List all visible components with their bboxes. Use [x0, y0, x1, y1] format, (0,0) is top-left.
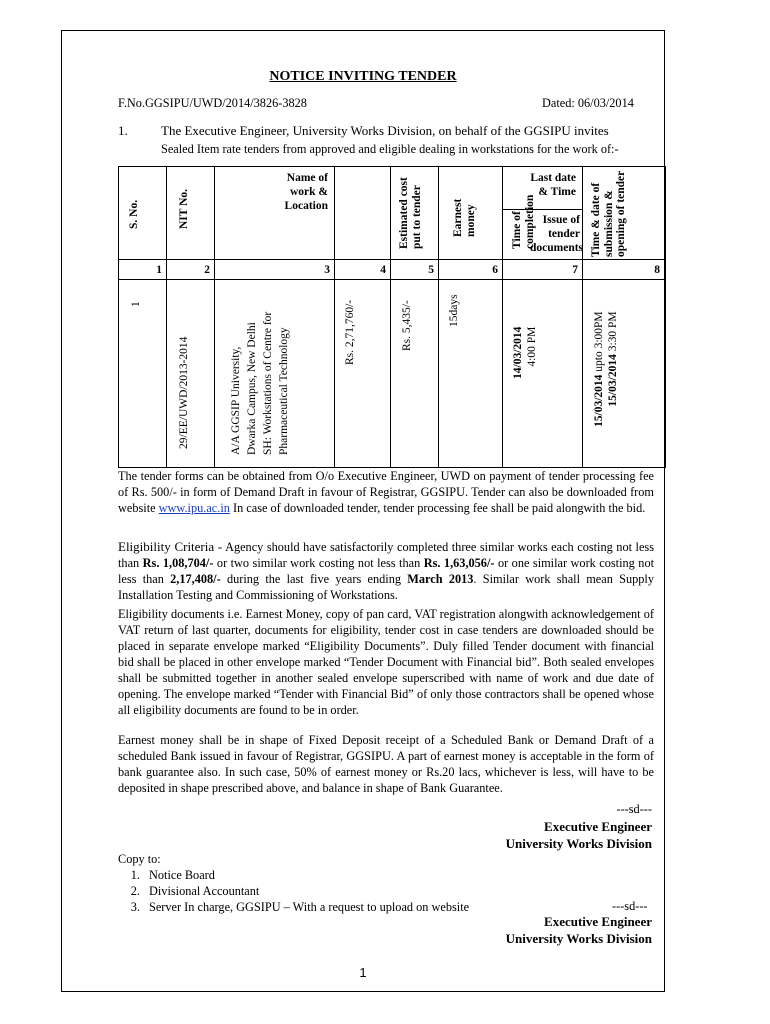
header-last-date: Last date & Time: [530, 172, 576, 198]
row-time-of-completion: 15days: [448, 294, 460, 327]
col-number: 3: [324, 264, 330, 276]
document-page: [61, 30, 665, 992]
copy-to-item: 3. Server In charge, GGSIPU – With a request to upload on website: [143, 899, 469, 915]
col-number: 7: [572, 264, 578, 276]
copy-to-sd: ---sd---: [612, 899, 648, 913]
signature-division: University Works Division: [505, 931, 652, 946]
col-number: 4: [380, 264, 386, 276]
intro-line-2: Sealed Item rate tenders from approved and eligible dealing in workstations for the work of:-: [161, 142, 619, 156]
col-number: 5: [428, 264, 434, 276]
col-number: 2: [204, 264, 210, 276]
col-number: 6: [492, 264, 498, 276]
file-number: F.No.GGSIPU/UWD/2014/3826-3828: [118, 96, 307, 110]
notice-date: Dated: 06/03/2014: [542, 96, 634, 110]
eligibility-heading: Eligibility Criteria -: [118, 539, 223, 554]
copy-to-block: [118, 851, 469, 915]
row-last-date: 14/03/2014 4:00 PM: [512, 326, 538, 379]
row-nit-number: 29/EE/UWD/2013-2014: [178, 336, 190, 449]
copy-to-item: 2. Divisional Accountant: [143, 883, 469, 899]
paragraph-tender-forms: The tender forms can be obtained from O/o Executive Engineer, UWD on payment of tender processing fee of Rs. 500/- in form of Demand Draft in favour of Registrar, GGSIPU. Tender can also be downloaded from website www.ipu.ac.in In case of downloaded tender, tender processing fee shall be paid alongwith the bid.: [118, 469, 654, 515]
point-number: 1.: [118, 123, 128, 138]
copy-to-item: 1. Notice Board: [143, 867, 469, 883]
header-estimated-cost: Estimated cost put to tender: [398, 177, 423, 249]
header-earnest-money: Earnest money: [452, 198, 477, 237]
row-submission-date: 15/03/2014 upto 3:00PM 15/03/2014 3:30 PM: [593, 311, 619, 427]
header-time-of-completion: Time of completion: [511, 194, 536, 249]
row-name-of-work: A/A GGSIP University, Dwarka Campus, New Delhi SH: Workstations of Centre for Pharmaceutical Technology: [230, 311, 290, 455]
header-name-of-work: Name of work & Location: [284, 172, 328, 212]
signature-block-2: [506, 913, 652, 947]
signature-block: [506, 801, 652, 852]
header-nit: NIT No.: [178, 188, 190, 229]
header-issue-documents: Issue of tender documents: [530, 214, 584, 254]
header-sno: S. No.: [128, 199, 140, 229]
website-link[interactable]: www.ipu.ac.in: [158, 501, 230, 515]
col-number: 8: [654, 264, 660, 276]
signature-designation: Executive Engineer: [544, 914, 652, 929]
signature-division: University Works Division: [505, 836, 652, 851]
col-number: 1: [156, 264, 162, 276]
signature-designation: Executive Engineer: [544, 819, 652, 834]
paragraph-earnest-money: Earnest money shall be in shape of Fixed Deposit receipt of a Scheduled Bank or Demand Draft of a scheduled Bank issued in favour of Registrar, GGSIPU. A part of earnest money is acceptable in the form of bank guarantee also. In such case, 50% of earnest money or Rs.20 lacs, whichever is less, will have to be deposited in shape prescribed above, and balance in shape of Bank Guarantee.: [118, 733, 654, 795]
signature-sd: ---sd---: [616, 802, 652, 816]
header-submission: Time & date of submission & opening of tender: [590, 170, 627, 257]
paragraph-eligibility-criteria: Eligibility Criteria - Agency should have satisfactorily completed three similar works each costing not less than Rs. 1,08,704/- or two similar work costing not less than Rs. 1,63,056/- or one similar work costing not less than 2,17,408/- during the last five years ending March 2013. Similar work shall mean Supply Installation Testing and Commissioning of Workstations.: [118, 539, 655, 602]
paragraph-eligibility-documents: Eligibility documents i.e. Earnest Money, copy of pan card, VAT registration alongwith acknowledgement of VAT return of last quarter, documents for eligibility, tender cost in case tenders are downloaded should be placed in separate envelope marked “Eligibility Documents”. Duly filled Tender document with financial bid shall be placed in other envelope marked “Tender Document with Financial bid”. Both sealed envelopes shall be submitted together in another sealed envelope superscribed with name of work and due date of opening. The envelope marked “Tender with Financial Bid” of only those contractors shall be opened whose all eligibility documents are found to be in order.: [118, 607, 654, 717]
row-sno: 1: [130, 301, 142, 307]
copy-to-heading: Copy to:: [118, 852, 161, 866]
page-number: 1: [359, 965, 367, 980]
row-estimated-cost: Rs. 2,71,760/-: [344, 299, 356, 365]
tender-table: [118, 166, 666, 468]
notice-title: NOTICE INVITING TENDER: [269, 69, 457, 84]
intro-line-1: The Executive Engineer, University Works Division, on behalf of the GGSIPU invites: [161, 123, 609, 138]
row-earnest-money: Rs. 5,435/-: [401, 300, 413, 351]
